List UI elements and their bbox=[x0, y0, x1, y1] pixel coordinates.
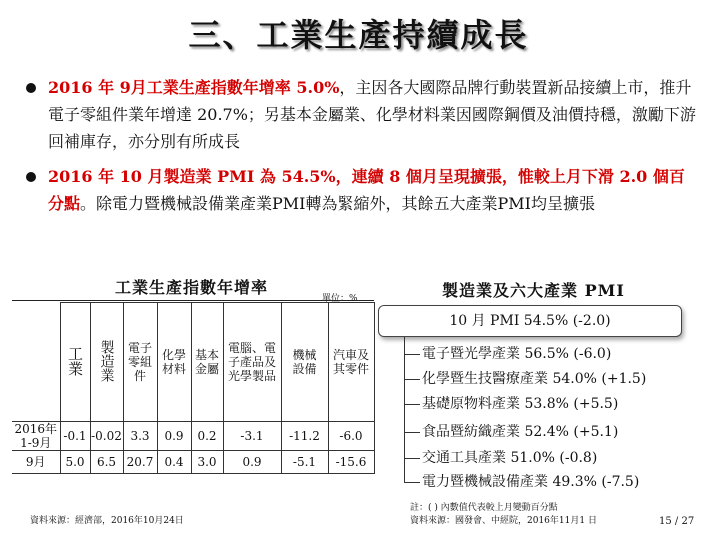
pmi-item bbox=[404, 423, 618, 441]
ip-cell: 0.9 bbox=[157, 422, 191, 451]
pmi-item-text: 化學暨生技醫療產業 54.0% (+1.5) bbox=[422, 371, 647, 387]
ip-cell: -0.1 bbox=[60, 422, 90, 451]
pmi-item bbox=[404, 473, 639, 491]
ip-table-row bbox=[12, 422, 374, 451]
ip-table-title: 工業生產指數年增率 bbox=[115, 278, 269, 297]
ip-col-header-text: 機械設備 bbox=[292, 348, 317, 376]
pmi-branch bbox=[404, 458, 420, 459]
ip-cell: 0.9 bbox=[223, 451, 281, 474]
pmi-item bbox=[404, 395, 618, 413]
ip-col-header-text: 電子零組件 bbox=[127, 341, 152, 383]
ip-cell: 0.2 bbox=[191, 422, 223, 451]
pmi-branch bbox=[404, 432, 420, 433]
ip-cell: -5.1 bbox=[281, 451, 328, 474]
bullet-body: 。除電力暨機械設備業產業PMI轉為緊縮外，其餘五大產業PMI均呈擴張 bbox=[80, 194, 595, 213]
ip-col-header bbox=[90, 303, 123, 422]
bullet-text bbox=[48, 74, 698, 155]
page-number: 15 / 27 bbox=[659, 516, 695, 527]
ip-col-header-text: 製造業 bbox=[98, 339, 115, 382]
bullet-dot bbox=[26, 172, 36, 182]
pmi-notes bbox=[410, 502, 597, 528]
ip-col-header-text: 汽車及其零件 bbox=[332, 348, 369, 376]
ip-col-header bbox=[223, 303, 281, 422]
pmi-title: 製造業及六大產業 PMI bbox=[442, 281, 625, 300]
bullet-industrial-production bbox=[26, 74, 698, 155]
ip-cell: 6.5 bbox=[90, 451, 123, 474]
ip-col-header-text: 工業 bbox=[66, 346, 84, 376]
pmi-item bbox=[404, 449, 597, 467]
ip-row-label: 2016年1-9月 bbox=[12, 422, 60, 451]
bullet-highlight: 2016 年 10 月製造業 PMI 為 54.5%，連續 8 個月呈現擴張，惟較上月下滑 2.0 個百分點 bbox=[48, 167, 685, 213]
ip-col-header bbox=[281, 303, 328, 422]
ip-table-header-row bbox=[12, 303, 374, 422]
ip-col-header-text: 化學材料 bbox=[161, 348, 186, 376]
ip-cell: -0.02 bbox=[90, 422, 123, 451]
bullet-highlight: 2016 年 9月工業生產指數年增率 5.0% bbox=[48, 78, 340, 97]
ip-cell: 0.4 bbox=[157, 451, 191, 474]
ip-cell: -11.2 bbox=[281, 422, 328, 451]
pmi-source: 資料來源：國發會、中經院，2016年11月1 日 bbox=[410, 516, 597, 526]
ip-col-header-text: 電腦、電子產品及光學製品 bbox=[227, 341, 276, 383]
ip-col-header bbox=[123, 303, 157, 422]
pmi-item-text: 交通工具產業 51.0% (-0.8) bbox=[422, 450, 598, 466]
ip-row-label: 9月 bbox=[12, 451, 60, 474]
pmi-branch bbox=[404, 482, 420, 483]
ip-col-header bbox=[191, 303, 223, 422]
bullet-pmi bbox=[26, 163, 698, 217]
pmi-item-text: 電子暨光學產業 56.5% (-6.0) bbox=[422, 346, 612, 362]
ip-table-row bbox=[12, 451, 374, 474]
pmi-item-text: 基礎原物料產業 53.8% (+5.5) bbox=[422, 396, 619, 412]
ip-cell: 5.0 bbox=[60, 451, 90, 474]
ip-table-top-rule bbox=[12, 300, 374, 301]
pmi-branch bbox=[404, 404, 420, 405]
ip-table-unit: 單位：% bbox=[322, 294, 358, 304]
pmi-item-text: 食品暨紡織產業 52.4% (+5.1) bbox=[422, 424, 619, 440]
bullet-text bbox=[48, 163, 698, 217]
ip-col-header bbox=[60, 303, 90, 422]
page-title: 三、工業生產持續成長 bbox=[188, 16, 529, 54]
ip-cell: 3.0 bbox=[191, 451, 223, 474]
ip-col-header bbox=[328, 303, 374, 422]
ip-cell: -3.1 bbox=[223, 422, 281, 451]
ip-table bbox=[12, 302, 375, 474]
ip-cell: -6.0 bbox=[328, 422, 374, 451]
pmi-branch bbox=[404, 379, 420, 380]
pmi-branch bbox=[404, 354, 420, 355]
pmi-main-box: 10 月 PMI 54.5% (-2.0) bbox=[378, 305, 682, 337]
ip-cell: 3.3 bbox=[123, 422, 157, 451]
ip-cell: 20.7 bbox=[123, 451, 157, 474]
bullet-body: ，主因各大國際品牌行動裝置新品接續上市，推升電子零組件業年增達 20.7%；另基本金屬業、化學材料業因國際鋼價及油價持穩，激勵下游回補庫存，亦分別有所成長 bbox=[48, 78, 696, 151]
bullet-dot bbox=[26, 83, 36, 93]
ip-cell: -15.6 bbox=[328, 451, 374, 474]
pmi-item bbox=[404, 370, 646, 388]
pmi-note: 註：( ) 內數值代表較上月變動百分點 bbox=[410, 503, 558, 513]
ip-table-corner bbox=[12, 303, 60, 422]
ip-source: 資料來源：經濟部，2016年10月24日 bbox=[30, 516, 184, 526]
pmi-item bbox=[404, 345, 611, 363]
pmi-item-text: 電力暨機械設備產業 49.3% (-7.5) bbox=[422, 474, 640, 490]
ip-col-header-text: 基本金屬 bbox=[194, 348, 219, 376]
ip-col-header bbox=[157, 303, 191, 422]
